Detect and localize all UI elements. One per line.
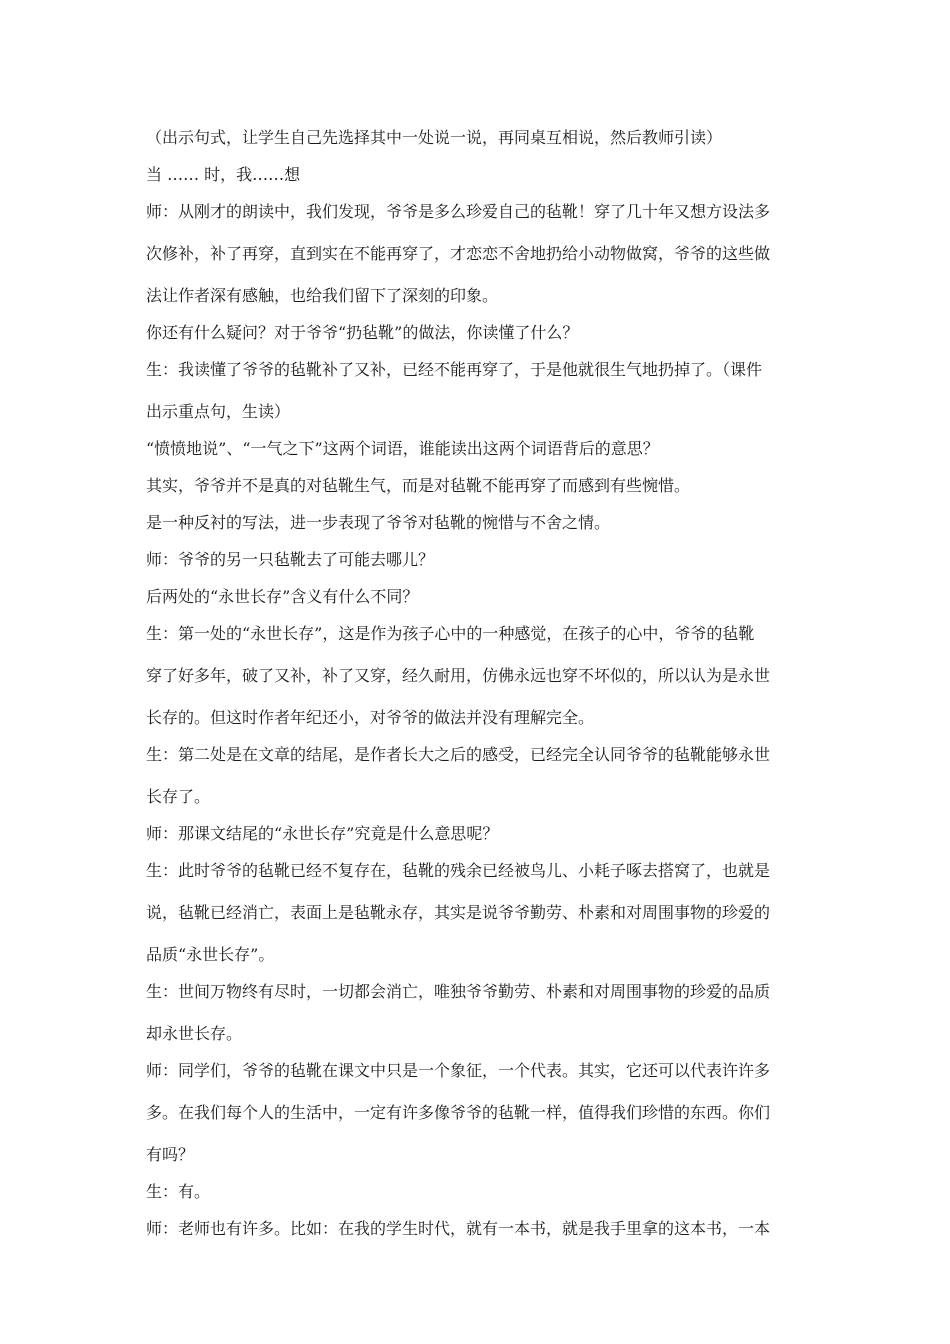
text-line: 生：有。 [146, 1182, 211, 1201]
text-line: “愤愤地说”、“一气之下”这两个词语，谁能读出这两个词语背后的意思？ [146, 439, 659, 458]
text-line: 生：我读懂了爷爷的毡靴补了又补，已经不能再穿了，于是他就很生气地扔掉了。（课件 [146, 360, 763, 379]
text-line: 穿了好多年，破了又补，补了又穿，经久耐用，仿佛永远也穿不坏似的，所以认为是永世 [146, 666, 771, 685]
text-line: 有吗？ [146, 1145, 195, 1164]
text-line: 后两处的“永世长存”含义有什么不同？ [146, 587, 419, 606]
text-line: 师：那课文结尾的“永世长存”究竟是什么意思呢？ [146, 824, 499, 843]
text-line: 法让作者深有感触，也给我们留下了深刻的印象。 [146, 286, 499, 305]
text-line: 长存了。 [146, 787, 211, 806]
text-line: 是一种反衬的写法，进一步表现了爷爷对毡靴的惋惜与不舍之情。 [146, 513, 611, 532]
text-line: （出示句式，让学生自己先选择其中一处说一说，再同桌互相说，然后教师引读） [146, 128, 723, 147]
text-line: 长存的。但这时作者年纪还小，对爷爷的做法并没有理解完全。 [146, 708, 595, 727]
text-line: 师：同学们，爷爷的毡靴在课文中只是一个象征，一个代表。其实，它还可以代表许许多 [146, 1061, 771, 1080]
text-line: 次修补，补了再穿，直到实在不能再穿了，才恋恋不舍地扔给小动物做窝，爷爷的这些做 [146, 244, 771, 263]
text-line: 品质“永世长存”。 [146, 945, 275, 964]
text-line: 生：第二处是在文章的结尾，是作者长大之后的感受，已经完全认同爷爷的毡靴能够永世 [146, 745, 771, 764]
text-line: 出示重点句，生读） [146, 402, 291, 421]
text-line: 师：爷爷的另一只毡靴去了可能去哪儿？ [146, 550, 435, 569]
text-line: 师：老师也有许多。比如：在我的学生时代，就有一本书，就是我手里拿的这本书，一本 [146, 1219, 771, 1238]
text-line: 说，毡靴已经消亡，表面上是毡靴永存，其实是说爷爷勤劳、朴素和对周围事物的珍爱的 [146, 903, 771, 922]
text-line: 生：第一处的“永世长存”，这是作为孩子心中的一种感觉，在孩子的心中，爷爷的毡靴 [146, 624, 755, 643]
text-line: 生：此时爷爷的毡靴已经不复存在，毡靴的残余已经被鸟儿、小耗子啄去搭窝了，也就是 [146, 861, 771, 880]
text-line: 你还有什么疑问？对于爷爷“扔毡靴”的做法，你读懂了什么？ [146, 323, 579, 342]
text-line: 多。在我们每个人的生活中，一定有许多像爷爷的毡靴一样，值得我们珍惜的东西。你们 [146, 1103, 771, 1122]
text-line: 当 …… 时，我……想 [146, 165, 301, 184]
text-line: 其实，爷爷并不是真的对毡靴生气，而是对毡靴不能再穿了而感到有些惋惜。 [146, 476, 691, 495]
text-line: 师：从刚才的朗读中，我们发现，爷爷是多么珍爱自己的毡靴！穿了几十年又想方设法多 [146, 202, 771, 221]
text-line: 却永世长存。 [146, 1024, 243, 1043]
text-line: 生：世间万物终有尽时，一切都会消亡，唯独爷爷勤劳、朴素和对周围事物的珍爱的品质 [146, 982, 771, 1001]
document-body [146, 124, 810, 1252]
